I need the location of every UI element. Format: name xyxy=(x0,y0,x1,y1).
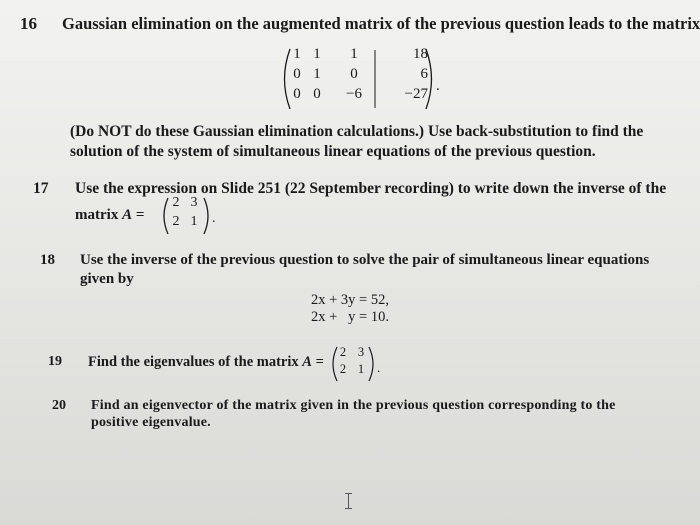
equals-sign: = xyxy=(311,354,324,370)
question-16-line-2: (Do NOT do these Gaussian elimination calculations.) Use back-substitution to find the xyxy=(70,123,644,140)
question-19-label: Find the eigenvalues of the matrix xyxy=(88,354,299,370)
question-16-line-1: Gaussian elimination on the augmented matrix of the previous question leads to the matrix xyxy=(62,14,700,33)
question-16-number: 16 xyxy=(20,14,37,33)
matrix-cell: −27 xyxy=(404,86,428,102)
matrix-cell: 1 xyxy=(350,46,358,62)
matrix-cell: 18 xyxy=(413,46,428,62)
matrix-cell: 1 xyxy=(313,66,321,82)
question-19-number: 19 xyxy=(48,354,62,369)
question-18-line-1: Use the inverse of the previous question to solve the pair of simultaneous linear equations xyxy=(80,252,650,268)
question-16-line-3: solution of the system of simultaneous linear equations of the previous question. xyxy=(70,143,596,160)
matrix-cell: 2 xyxy=(339,362,347,376)
matrix-period: . xyxy=(436,78,440,94)
matrix-cell: 6 xyxy=(420,66,428,82)
question-18-number: 18 xyxy=(40,252,55,268)
question-17-line-2 xyxy=(75,207,144,224)
matrix-cell: 0 xyxy=(350,66,358,82)
question-20-number: 20 xyxy=(52,398,66,413)
question-20-line-1: Find an eigenvector of the matrix given in the previous question corresponding to the xyxy=(91,398,616,413)
question-18-line-2: given by xyxy=(80,271,134,287)
matrix-period: . xyxy=(212,211,216,226)
matrix-variable: A xyxy=(122,207,133,223)
matrix-cell: 0 xyxy=(293,66,301,82)
equals-sign: = xyxy=(132,207,145,223)
matrix-cell: 2 xyxy=(172,214,180,229)
question-20-line-2: positive eigenvalue. xyxy=(91,415,211,430)
text-cursor-icon xyxy=(345,493,352,509)
matrix-cell: 0 xyxy=(293,86,301,102)
matrix-period: . xyxy=(377,360,381,375)
matrix-cell: 1 xyxy=(293,46,301,62)
matrix-cell: 3 xyxy=(357,345,365,359)
matrix-cell: 0 xyxy=(313,86,321,102)
matrix-cell: 1 xyxy=(357,362,365,376)
matrix-cell: 3 xyxy=(190,195,198,210)
equation-2: 2x + y = 10. xyxy=(311,309,389,325)
matrix-cell: 2 xyxy=(339,345,347,359)
matrix-cell: 1 xyxy=(190,214,198,229)
question-17-number: 17 xyxy=(33,180,49,197)
matrix-variable: A xyxy=(302,354,312,370)
question-19-text xyxy=(88,354,324,371)
matrix-label: matrix xyxy=(75,207,119,223)
question-17-line-1: Use the expression on Slide 251 (22 September recording) to write down the inverse of the xyxy=(75,180,667,197)
equation-1: 2x + 3y = 52, xyxy=(311,292,389,308)
matrix-cell: 1 xyxy=(313,46,321,62)
matrix-cell: 2 xyxy=(172,195,180,210)
matrix-cell: −6 xyxy=(346,86,362,102)
